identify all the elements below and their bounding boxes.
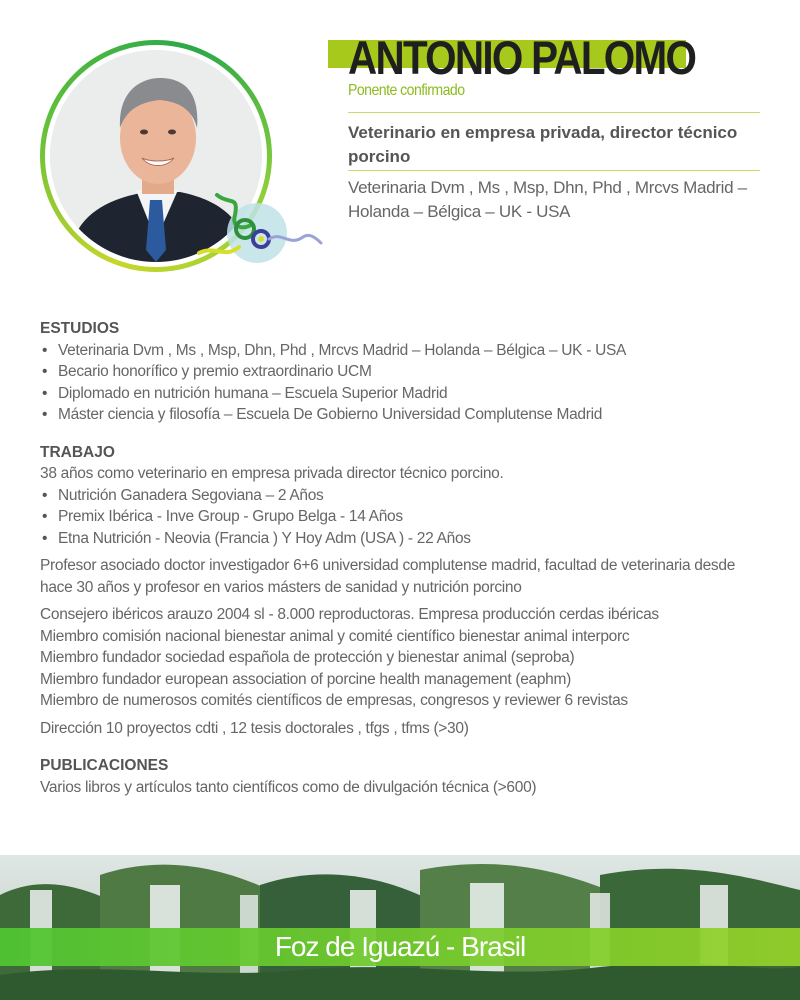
trabajo-list	[40, 485, 760, 550]
cargo-line: Consejero ibéricos arauzo 2004 sl - 8.000 reproductoras. Empresa producción cerdas ibéricas	[40, 606, 659, 623]
direccion-line: Dirección 10 proyectos cdti , 12 tesis doctorales , tfgs , tfms (>30)	[40, 719, 469, 737]
speaker-name: ANTONIO PALOMO	[348, 31, 696, 84]
list-item: • Etna Nutrición - Neovia (Francia ) Y Hoy Adm (USA ) - 22 Años	[40, 528, 760, 550]
cargos-block	[40, 604, 760, 712]
profesor-paragraph: Profesor asociado doctor investigador 6+6 universidad complutense madrid, facultad de veterinaria desde hace 30 años y profesor en varios másters de sanidad y nutrición porcino	[40, 557, 736, 596]
cargo-line: Miembro fundador european association of porcine health management (eaphm)	[40, 670, 571, 688]
footer-banner	[0, 855, 800, 1000]
cargo-line: Miembro comisión nacional bienestar animal y comité científico bienestar animal interporc	[40, 627, 630, 645]
header-divider-bottom	[348, 170, 760, 171]
cargo-line: Miembro de numerosos comités científicos de empresas, congresos y reviewer 6 revistas	[40, 692, 628, 709]
trabajo-intro: 38 años como veterinario en empresa privada director técnico porcino.	[40, 465, 504, 482]
speaker-role: Veterinario en empresa privada, director técnico porcino	[348, 123, 738, 166]
estudios-list	[40, 340, 760, 426]
publicaciones-text: Varios libros y artículos tanto científicos como de divulgación técnica (>600)	[40, 778, 537, 796]
speaker-status: Ponente confirmado	[348, 82, 465, 99]
list-item: • Nutrición Ganadera Segoviana – 2 Años	[40, 485, 760, 507]
cargo-line: Miembro fundador sociedad española de protección y bienestar animal (seproba)	[40, 649, 575, 666]
speaker-bio	[40, 318, 760, 798]
list-item: • Premix Ibérica - Inve Group - Grupo Belga - 14 Años	[40, 506, 760, 528]
publicaciones-heading: PUBLICACIONES	[40, 757, 169, 774]
header-divider-top	[348, 112, 760, 113]
list-item: • Becario honorífico y premio extraordinario UCM	[40, 361, 760, 383]
estudios-heading: ESTUDIOS	[40, 320, 120, 337]
list-item: • Veterinaria Dvm , Ms , Msp, Dhn, Phd , Mrcvs Madrid – Holanda – Bélgica – UK - USA	[40, 340, 760, 362]
list-item: • Diplomado en nutrición humana – Escuela Superior Madrid	[40, 383, 760, 405]
location-label: Foz de Iguazú - Brasil	[274, 931, 526, 962]
speaker-degrees: Veterinaria Dvm , Ms , Msp, Dhn, Phd , Mrcvs Madrid – Holanda – Bélgica – UK - USA	[348, 178, 747, 221]
decorative-swirl-graphic	[195, 185, 325, 285]
list-item: • Máster ciencia y filosofía – Escuela De Gobierno Universidad Complutense Madrid	[40, 404, 760, 426]
trabajo-heading: TRABAJO	[40, 443, 115, 461]
